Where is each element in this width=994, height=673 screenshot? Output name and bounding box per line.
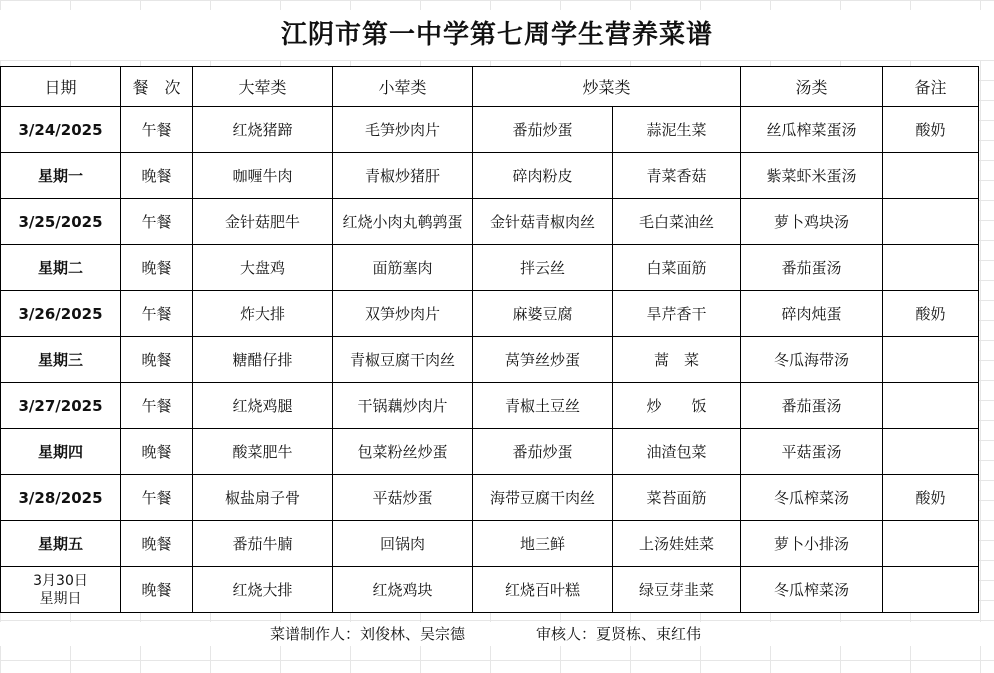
cell-meal: 午餐 <box>121 383 193 429</box>
header-big-meat: 大荤类 <box>193 67 333 107</box>
cell-stir-fry-2: 菜苔面筋 <box>613 475 741 521</box>
cell-soup: 丝瓜榨菜蛋汤 <box>741 107 883 153</box>
cell-soup: 冬瓜榨菜汤 <box>741 475 883 521</box>
cell-stir-fry-1: 拌云丝 <box>473 245 613 291</box>
cell-note <box>883 567 979 613</box>
cell-meal: 午餐 <box>121 291 193 337</box>
cell-meal: 晚餐 <box>121 245 193 291</box>
cell-note <box>883 245 979 291</box>
cell-soup: 番茄蛋汤 <box>741 245 883 291</box>
cell-stir-fry-2: 油渣包菜 <box>613 429 741 475</box>
table-row <box>1 383 979 429</box>
menu-table <box>0 66 979 613</box>
cell-small-meat: 双笋炒肉片 <box>333 291 473 337</box>
cell-stir-fry-2: 蒜泥生菜 <box>613 107 741 153</box>
cell-date: 3/28/2025 <box>1 475 121 521</box>
cell-meal: 晚餐 <box>121 429 193 475</box>
cell-meal: 午餐 <box>121 199 193 245</box>
cell-date: 星期四 <box>1 429 121 475</box>
cell-stir-fry-1: 金针菇青椒肉丝 <box>473 199 613 245</box>
date-line: 3月30日 <box>33 572 88 589</box>
cell-stir-fry-2: 炒 饭 <box>613 383 741 429</box>
cell-big-meat: 炸大排 <box>193 291 333 337</box>
cell-note: 酸奶 <box>883 291 979 337</box>
cell-note <box>883 199 979 245</box>
cell-big-meat: 红烧大排 <box>193 567 333 613</box>
header-small-meat: 小荤类 <box>333 67 473 107</box>
cell-big-meat: 糖醋仔排 <box>193 337 333 383</box>
cell-soup: 平菇蛋汤 <box>741 429 883 475</box>
date-line: 星期日 <box>39 590 82 607</box>
cell-stir-fry-1: 麻婆豆腐 <box>473 291 613 337</box>
cell-date: 星期三 <box>1 337 121 383</box>
cell-soup: 番茄蛋汤 <box>741 383 883 429</box>
cell-stir-fry-2: 白菜面筋 <box>613 245 741 291</box>
cell-big-meat: 金针菇肥牛 <box>193 199 333 245</box>
cell-stir-fry-2: 旱芹香干 <box>613 291 741 337</box>
cell-small-meat: 青椒炒猪肝 <box>333 153 473 199</box>
header-row <box>1 67 979 107</box>
cell-stir-fry-2: 蒿 菜 <box>613 337 741 383</box>
cell-meal: 晚餐 <box>121 337 193 383</box>
table-row <box>1 475 979 521</box>
cell-soup: 冬瓜海带汤 <box>741 337 883 383</box>
page-title: 江阴市第一中学第七周学生营养菜谱 <box>0 10 994 60</box>
header-notes: 备注 <box>883 67 979 107</box>
cell-soup: 冬瓜榨菜汤 <box>741 567 883 613</box>
menu-sheet <box>0 66 979 613</box>
cell-meal: 晚餐 <box>121 153 193 199</box>
header-meal: 餐 次 <box>121 67 193 107</box>
footer <box>0 622 994 646</box>
table-row <box>1 199 979 245</box>
cell-date <box>1 567 121 613</box>
cell-note: 酸奶 <box>883 107 979 153</box>
cell-meal: 午餐 <box>121 475 193 521</box>
table-row <box>1 153 979 199</box>
cell-soup: 萝卜小排汤 <box>741 521 883 567</box>
cell-small-meat: 红烧鸡块 <box>333 567 473 613</box>
table-row <box>1 567 979 613</box>
cell-stir-fry-2: 青菜香菇 <box>613 153 741 199</box>
cell-small-meat: 回锅肉 <box>333 521 473 567</box>
table-row <box>1 521 979 567</box>
cell-soup: 萝卜鸡块汤 <box>741 199 883 245</box>
cell-big-meat: 红烧猪蹄 <box>193 107 333 153</box>
cell-stir-fry-2: 绿豆芽韭菜 <box>613 567 741 613</box>
cell-date: 3/27/2025 <box>1 383 121 429</box>
cell-date: 星期二 <box>1 245 121 291</box>
cell-date: 3/24/2025 <box>1 107 121 153</box>
menu-body <box>1 107 979 613</box>
cell-stir-fry-1: 莴笋丝炒蛋 <box>473 337 613 383</box>
cell-soup: 紫菜虾米蛋汤 <box>741 153 883 199</box>
cell-stir-fry-1: 红烧百叶糕 <box>473 567 613 613</box>
cell-note <box>883 153 979 199</box>
cell-small-meat: 面筋塞肉 <box>333 245 473 291</box>
menu-maker: 菜谱制作人：刘俊林、吴宗德 <box>270 625 466 643</box>
cell-big-meat: 椒盐扇子骨 <box>193 475 333 521</box>
cell-date: 3/25/2025 <box>1 199 121 245</box>
menu-checker: 审核人：夏贤栋、束红伟 <box>536 625 702 643</box>
cell-note: 酸奶 <box>883 475 979 521</box>
cell-stir-fry-1: 番茄炒蛋 <box>473 429 613 475</box>
cell-big-meat: 番茄牛腩 <box>193 521 333 567</box>
table-row <box>1 107 979 153</box>
cell-stir-fry-1: 海带豆腐干肉丝 <box>473 475 613 521</box>
cell-stir-fry-1: 地三鲜 <box>473 521 613 567</box>
header-stir-fry: 炒菜类 <box>473 67 741 107</box>
cell-note <box>883 383 979 429</box>
cell-big-meat: 红烧鸡腿 <box>193 383 333 429</box>
cell-meal: 晚餐 <box>121 567 193 613</box>
cell-note <box>883 429 979 475</box>
cell-big-meat: 酸菜肥牛 <box>193 429 333 475</box>
cell-stir-fry-2: 上汤娃娃菜 <box>613 521 741 567</box>
cell-stir-fry-1: 青椒土豆丝 <box>473 383 613 429</box>
cell-small-meat: 青椒豆腐干肉丝 <box>333 337 473 383</box>
cell-small-meat: 包菜粉丝炒蛋 <box>333 429 473 475</box>
cell-stir-fry-1: 番茄炒蛋 <box>473 107 613 153</box>
table-row <box>1 429 979 475</box>
cell-small-meat: 平菇炒蛋 <box>333 475 473 521</box>
cell-small-meat: 干锅藕炒肉片 <box>333 383 473 429</box>
cell-small-meat: 红烧小肉丸鹌鹑蛋 <box>333 199 473 245</box>
cell-date: 3/26/2025 <box>1 291 121 337</box>
table-row <box>1 291 979 337</box>
cell-big-meat: 咖喱牛肉 <box>193 153 333 199</box>
header-soup: 汤类 <box>741 67 883 107</box>
cell-note <box>883 521 979 567</box>
cell-big-meat: 大盘鸡 <box>193 245 333 291</box>
cell-meal: 晚餐 <box>121 521 193 567</box>
cell-stir-fry-1: 碎肉粉皮 <box>473 153 613 199</box>
cell-meal: 午餐 <box>121 107 193 153</box>
cell-stir-fry-2: 毛白菜油丝 <box>613 199 741 245</box>
cell-soup: 碎肉炖蛋 <box>741 291 883 337</box>
cell-small-meat: 毛笋炒肉片 <box>333 107 473 153</box>
header-date: 日期 <box>1 67 121 107</box>
cell-date: 星期一 <box>1 153 121 199</box>
table-row <box>1 245 979 291</box>
cell-note <box>883 337 979 383</box>
cell-date: 星期五 <box>1 521 121 567</box>
table-row <box>1 337 979 383</box>
